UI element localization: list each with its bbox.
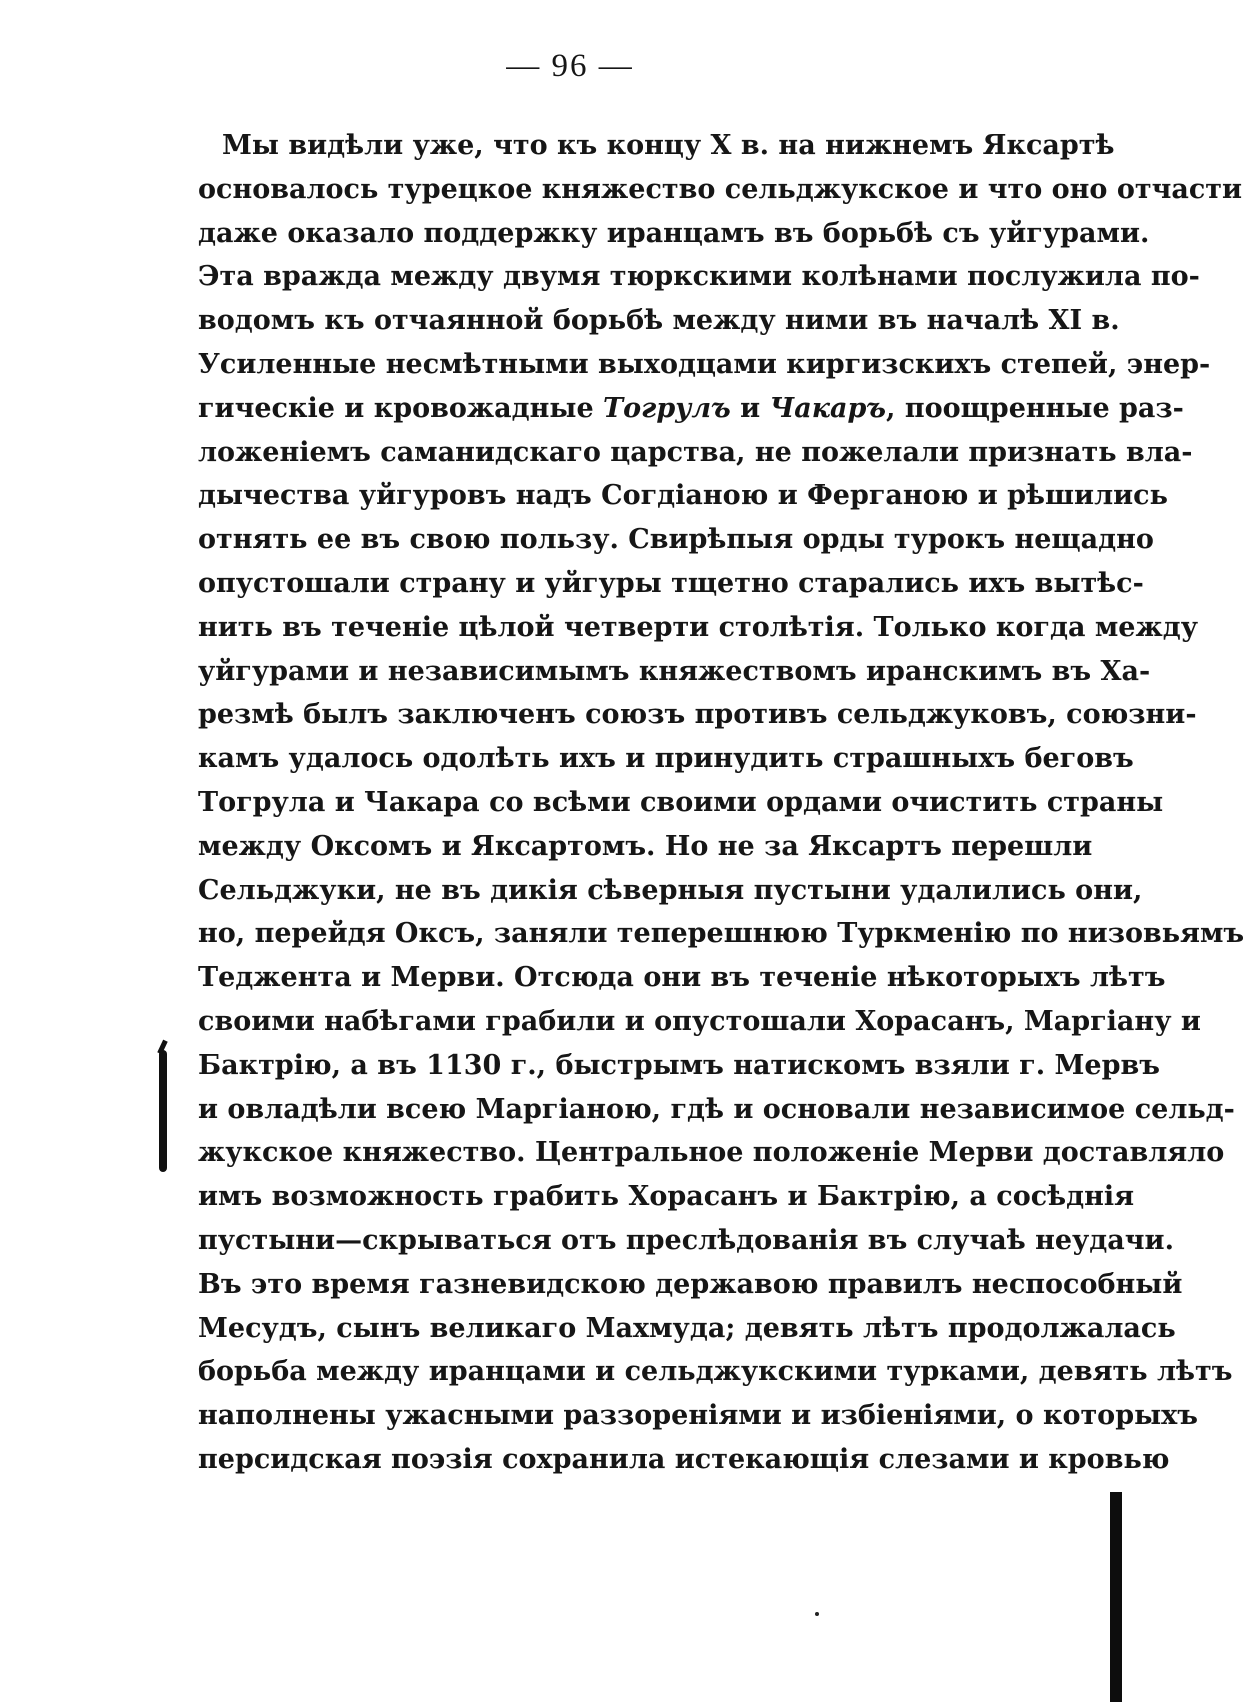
text-line: [198, 606, 1199, 650]
text-line: [198, 1088, 1235, 1132]
text-line: [198, 869, 1143, 913]
text-segment: даже оказало поддержку иранцамъ въ борьбѣ съ уйгурами.: [198, 217, 1150, 249]
text-segment: Въ это время газневидскою державою правилъ неспособный: [198, 1268, 1183, 1300]
text-line: [198, 1394, 1198, 1438]
text-line: [198, 956, 1166, 1000]
text-line: [198, 1350, 1233, 1394]
text-line: [198, 1175, 1135, 1219]
text-line: [198, 474, 1168, 518]
text-segment: Мы видѣли уже, что къ концу X в. на нижнемъ Яксартѣ: [222, 130, 1115, 161]
text-line: [198, 124, 1115, 168]
text-segment: гическіе и кровожадные: [198, 392, 604, 424]
text-segment: водомъ къ отчаянной борьбѣ между ними въ началѣ XI в.: [198, 305, 1120, 337]
text-segment: между Оксомъ и Яксартомъ. Но не за Яксартъ перешли: [198, 830, 1093, 862]
text-line: [198, 912, 1244, 956]
text-segment: Эта вражда между двумя тюркскими колѣнами послужила по-: [198, 261, 1200, 293]
text-line: [198, 1131, 1225, 1175]
text-line: [198, 562, 1144, 606]
text-segment: ложеніемъ саманидскаго царства, не пожелали признать вла-: [198, 436, 1193, 468]
text-segment: нить въ теченіе цѣлой четверти столѣтія. Только когда между: [198, 611, 1199, 643]
text-line: [198, 431, 1193, 475]
text-line: [198, 387, 1184, 431]
text-line: [198, 781, 1164, 825]
text-segment: Усиленные несмѣтными выходцами киргизскихъ степей, энер-: [198, 348, 1211, 380]
italic-name: Тогрулъ: [603, 392, 731, 424]
text-segment: Теджента и Мерви. Отсюда они въ теченіе нѣкоторыхъ лѣтъ: [198, 962, 1166, 994]
text-segment: Тогрула и Чакара со всѣми своими ордами очистить страны: [198, 786, 1164, 818]
margin-mark: [159, 1050, 167, 1172]
text-segment: борьба между иранцами и сельджукскими турками, девять лѣтъ: [198, 1356, 1233, 1388]
text-line: [198, 168, 1243, 212]
text-line: [198, 1000, 1201, 1044]
text-line: [198, 255, 1200, 299]
text-line: [198, 825, 1093, 869]
text-segment: имъ возможность грабить Хорасанъ и Бактрію, а сосѣднія: [198, 1181, 1135, 1213]
text-line: [198, 650, 1151, 694]
page-number: — 96 —: [506, 48, 634, 84]
text-segment: отнять ее въ свою пользу. Свирѣпыя орды турокъ нещадно: [198, 524, 1154, 556]
text-segment: уйгурами и независимымъ княжествомъ иранскимъ въ Ха-: [198, 655, 1151, 687]
text-segment: , поощренные раз-: [886, 392, 1184, 424]
text-line: [198, 1438, 1170, 1482]
text-line: [198, 1219, 1174, 1263]
text-line: [198, 1307, 1176, 1351]
page-edge-shadow: [1110, 1492, 1122, 1702]
text-segment: но, перейдя Оксъ, заняли теперешнюю Туркменію по низовьямъ: [198, 918, 1244, 950]
text-segment: резмѣ былъ заключенъ союзъ противъ сельджуковъ, союзни-: [198, 699, 1197, 731]
text-segment: Месудъ, сынъ великаго Махмуда; девять лѣтъ продолжалась: [198, 1312, 1176, 1344]
text-segment: камъ удалось одолѣть ихъ и принудить страшныхъ беговъ: [198, 743, 1134, 775]
text-segment: Сельджуки, не въ дикія сѣверныя пустыни удалились они,: [198, 874, 1143, 906]
text-segment: опустошали страну и уйгуры тщетно старались ихъ вытѣс-: [198, 567, 1144, 599]
text-line: [198, 1263, 1183, 1307]
text-line: [198, 1044, 1160, 1088]
text-segment: наполнены ужасными раззореніями и избіеніями, о которыхъ: [198, 1400, 1198, 1432]
text-line: [198, 737, 1134, 781]
body-text: [198, 124, 1244, 1482]
text-line: [198, 693, 1197, 737]
text-segment: персидская поэзія сохранила истекающія слезами и кровью: [198, 1443, 1170, 1475]
text-segment: и овладѣли всею Маргіаною, гдѣ и основали независимое сельд-: [198, 1093, 1235, 1125]
text-segment: и: [730, 392, 770, 424]
scan-speck: [815, 1612, 819, 1616]
text-line: [198, 212, 1150, 256]
text-segment: своими набѣгами грабили и опустошали Хорасанъ, Маргіану и: [198, 1005, 1201, 1037]
text-line: [198, 299, 1120, 343]
text-segment: основалось турецкое княжество сельджукское и что оно отчасти: [198, 173, 1243, 205]
text-segment: Бактрію, а въ 1130 г., быстрымъ натискомъ взяли г. Мервъ: [198, 1049, 1160, 1081]
text-line: [198, 518, 1154, 562]
text-segment: жукское княжество. Центральное положеніе Мерви доставляло: [198, 1137, 1225, 1169]
italic-name: Чакаръ: [769, 392, 887, 424]
text-segment: пустыни—скрываться отъ преслѣдованія въ случаѣ неудачи.: [198, 1224, 1174, 1256]
text-segment: дычества уйгуровъ надъ Согдіаною и Ферганою и рѣшились: [198, 480, 1168, 512]
text-line: [198, 343, 1211, 387]
